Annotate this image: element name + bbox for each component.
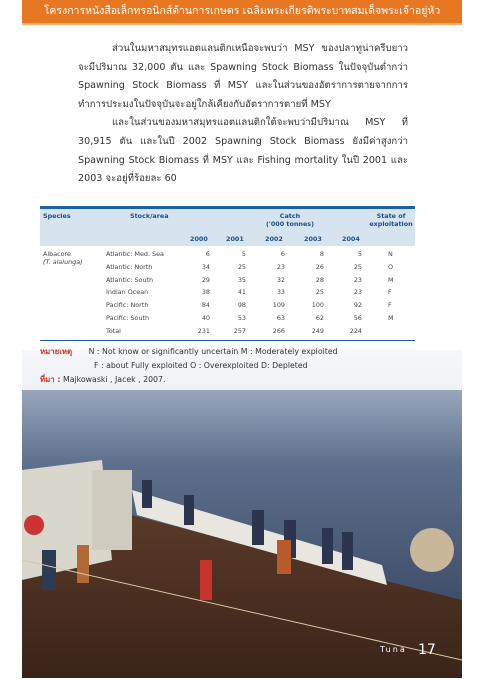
header-species: Species <box>43 212 71 220</box>
catch-cell: 84 <box>201 301 210 310</box>
catch-cell: 26 <box>315 262 324 271</box>
header-stock: Stock/area <box>130 212 169 220</box>
catch-cell: 257 <box>233 326 246 335</box>
body-text <box>78 40 408 189</box>
area-cell: Pacific: South <box>106 314 150 322</box>
header-catch-unit: ('000 tonnes) <box>265 220 315 228</box>
table-row <box>40 250 415 262</box>
catch-cell: 62 <box>315 314 324 322</box>
table-row <box>40 288 415 300</box>
year-2002: 2002 <box>265 235 283 243</box>
header-catch <box>245 212 335 228</box>
area-cell: Atlantic: North <box>106 262 153 271</box>
state-cell: O <box>388 262 394 271</box>
header-state-label: State of <box>376 212 406 220</box>
state-cell: F <box>388 301 392 310</box>
table-row <box>40 263 415 275</box>
catch-cell: 38 <box>201 288 210 297</box>
catch-cell: 100 <box>311 301 324 310</box>
catch-cell: 231 <box>197 326 210 335</box>
catch-cell: 8 <box>319 250 324 258</box>
table-row <box>40 301 415 313</box>
page-header <box>22 0 462 25</box>
catch-table <box>40 206 415 341</box>
year-2001: 2001 <box>226 235 244 243</box>
catch-cell: 34 <box>201 262 210 271</box>
state-cell: N <box>388 250 393 258</box>
page-number: 17 <box>418 642 436 658</box>
state-cell: M <box>388 314 394 322</box>
paragraph-2: และในส่วนของมหาสมุทรแอตแลนติกใต้จะพบว่ามีปริมาณ MSY ที่ 30,915 ตัน และในปี 2002 Spawning Stock Biomass ยังมีค่าสูงกว่า Spawning Stock Biomass ที่ MSY และ Fishing mortality ในปี 2001 และ 2003 จะอยู่ที่ร้อยละ 60 <box>78 117 408 185</box>
catch-cell: 40 <box>201 314 210 322</box>
catch-cell: 35 <box>237 275 246 284</box>
area-cell: Pacific: North <box>106 301 149 310</box>
catch-cell: 28 <box>315 275 324 284</box>
catch-cell: 249 <box>311 326 324 335</box>
notes-line-1: N : Not know or significantly uncertain M : Moderately exploited <box>88 347 338 356</box>
header-catch-label: Catch <box>279 212 301 220</box>
catch-cell: 23 <box>353 288 362 297</box>
catch-cell: 98 <box>237 301 246 310</box>
catch-cell: 32 <box>276 275 285 284</box>
catch-cell: 25 <box>237 262 246 271</box>
catch-cell: 25 <box>315 288 324 297</box>
catch-cell: 92 <box>353 301 362 310</box>
notes-label: หมายเหตุ <box>40 347 73 356</box>
catch-cell: 23 <box>276 262 285 271</box>
table-row <box>40 276 415 288</box>
catch-cell: 23 <box>353 275 362 284</box>
ship-deck-photo <box>22 350 462 678</box>
state-cell: M <box>388 275 394 284</box>
footer-section: Tuna <box>380 645 407 654</box>
year-2003: 2003 <box>304 235 322 243</box>
notes-line-2: F : about Fully exploited O : Overexploited D: Depleted <box>94 361 308 370</box>
header-state <box>366 212 416 228</box>
catch-cell: 5 <box>241 250 246 258</box>
catch-cell: 266 <box>272 326 285 335</box>
header-state-label-2: exploitation <box>369 220 413 228</box>
catch-cell: 33 <box>276 288 285 297</box>
area-cell: Atlantic: Med. Sea <box>106 250 164 258</box>
catch-cell: 56 <box>353 314 362 322</box>
catch-cell: 6 <box>280 250 285 258</box>
catch-cell: 25 <box>353 262 362 271</box>
catch-cell: 5 <box>357 250 362 258</box>
catch-cell: 6 <box>205 250 210 258</box>
catch-cell: 53 <box>237 314 246 322</box>
catch-cell: 41 <box>237 288 246 297</box>
year-2000: 2000 <box>190 235 208 243</box>
species-scientific-name: (T. alalunga) <box>43 258 83 266</box>
header-title: โครงการหนังสือเล็กทรอนิกส์ด้านการเกษตร เฉลิมพระเกียรติพระบาทสมเด็จพระเจ้าอยู่หัว <box>43 5 441 17</box>
area-cell: Total <box>106 326 121 335</box>
table-row <box>40 327 415 339</box>
catch-cell: 63 <box>276 314 285 322</box>
state-cell: F <box>388 288 392 297</box>
source-text: Majkowaski , Jacek , 2007. <box>62 375 166 384</box>
table-row <box>40 314 415 326</box>
catch-cell: 29 <box>201 275 210 284</box>
species-name: Albacore <box>43 250 71 258</box>
paragraph-1: ส่วนในมหาสมุทรแอตแลนติกเหนือจะพบว่า MSY ของปลาทูน่าครีบยาวจะมีปริมาณ 32,000 ตัน และ Spawning Stock Biomass ในปัจจุบันต่ำกว่า Spawning Stock Biomass ที่ MSY และในส่วนของอัตราการตายจากการทำการประมงในปัจจุบันจะอยู่ใกล้เคียงกับอัตราการตายที่ MSY <box>78 43 408 110</box>
source-label: ที่มา : <box>40 375 61 384</box>
catch-cell: 224 <box>349 326 362 335</box>
table-header <box>40 206 415 246</box>
area-cell: Indian Ocean <box>106 288 149 297</box>
catch-cell: 109 <box>272 301 285 310</box>
year-2004: 2004 <box>342 235 360 243</box>
table-notes <box>40 345 440 387</box>
table-body <box>40 246 415 341</box>
photo-illustration <box>22 350 462 678</box>
area-cell: Atlantic: South <box>106 275 154 284</box>
